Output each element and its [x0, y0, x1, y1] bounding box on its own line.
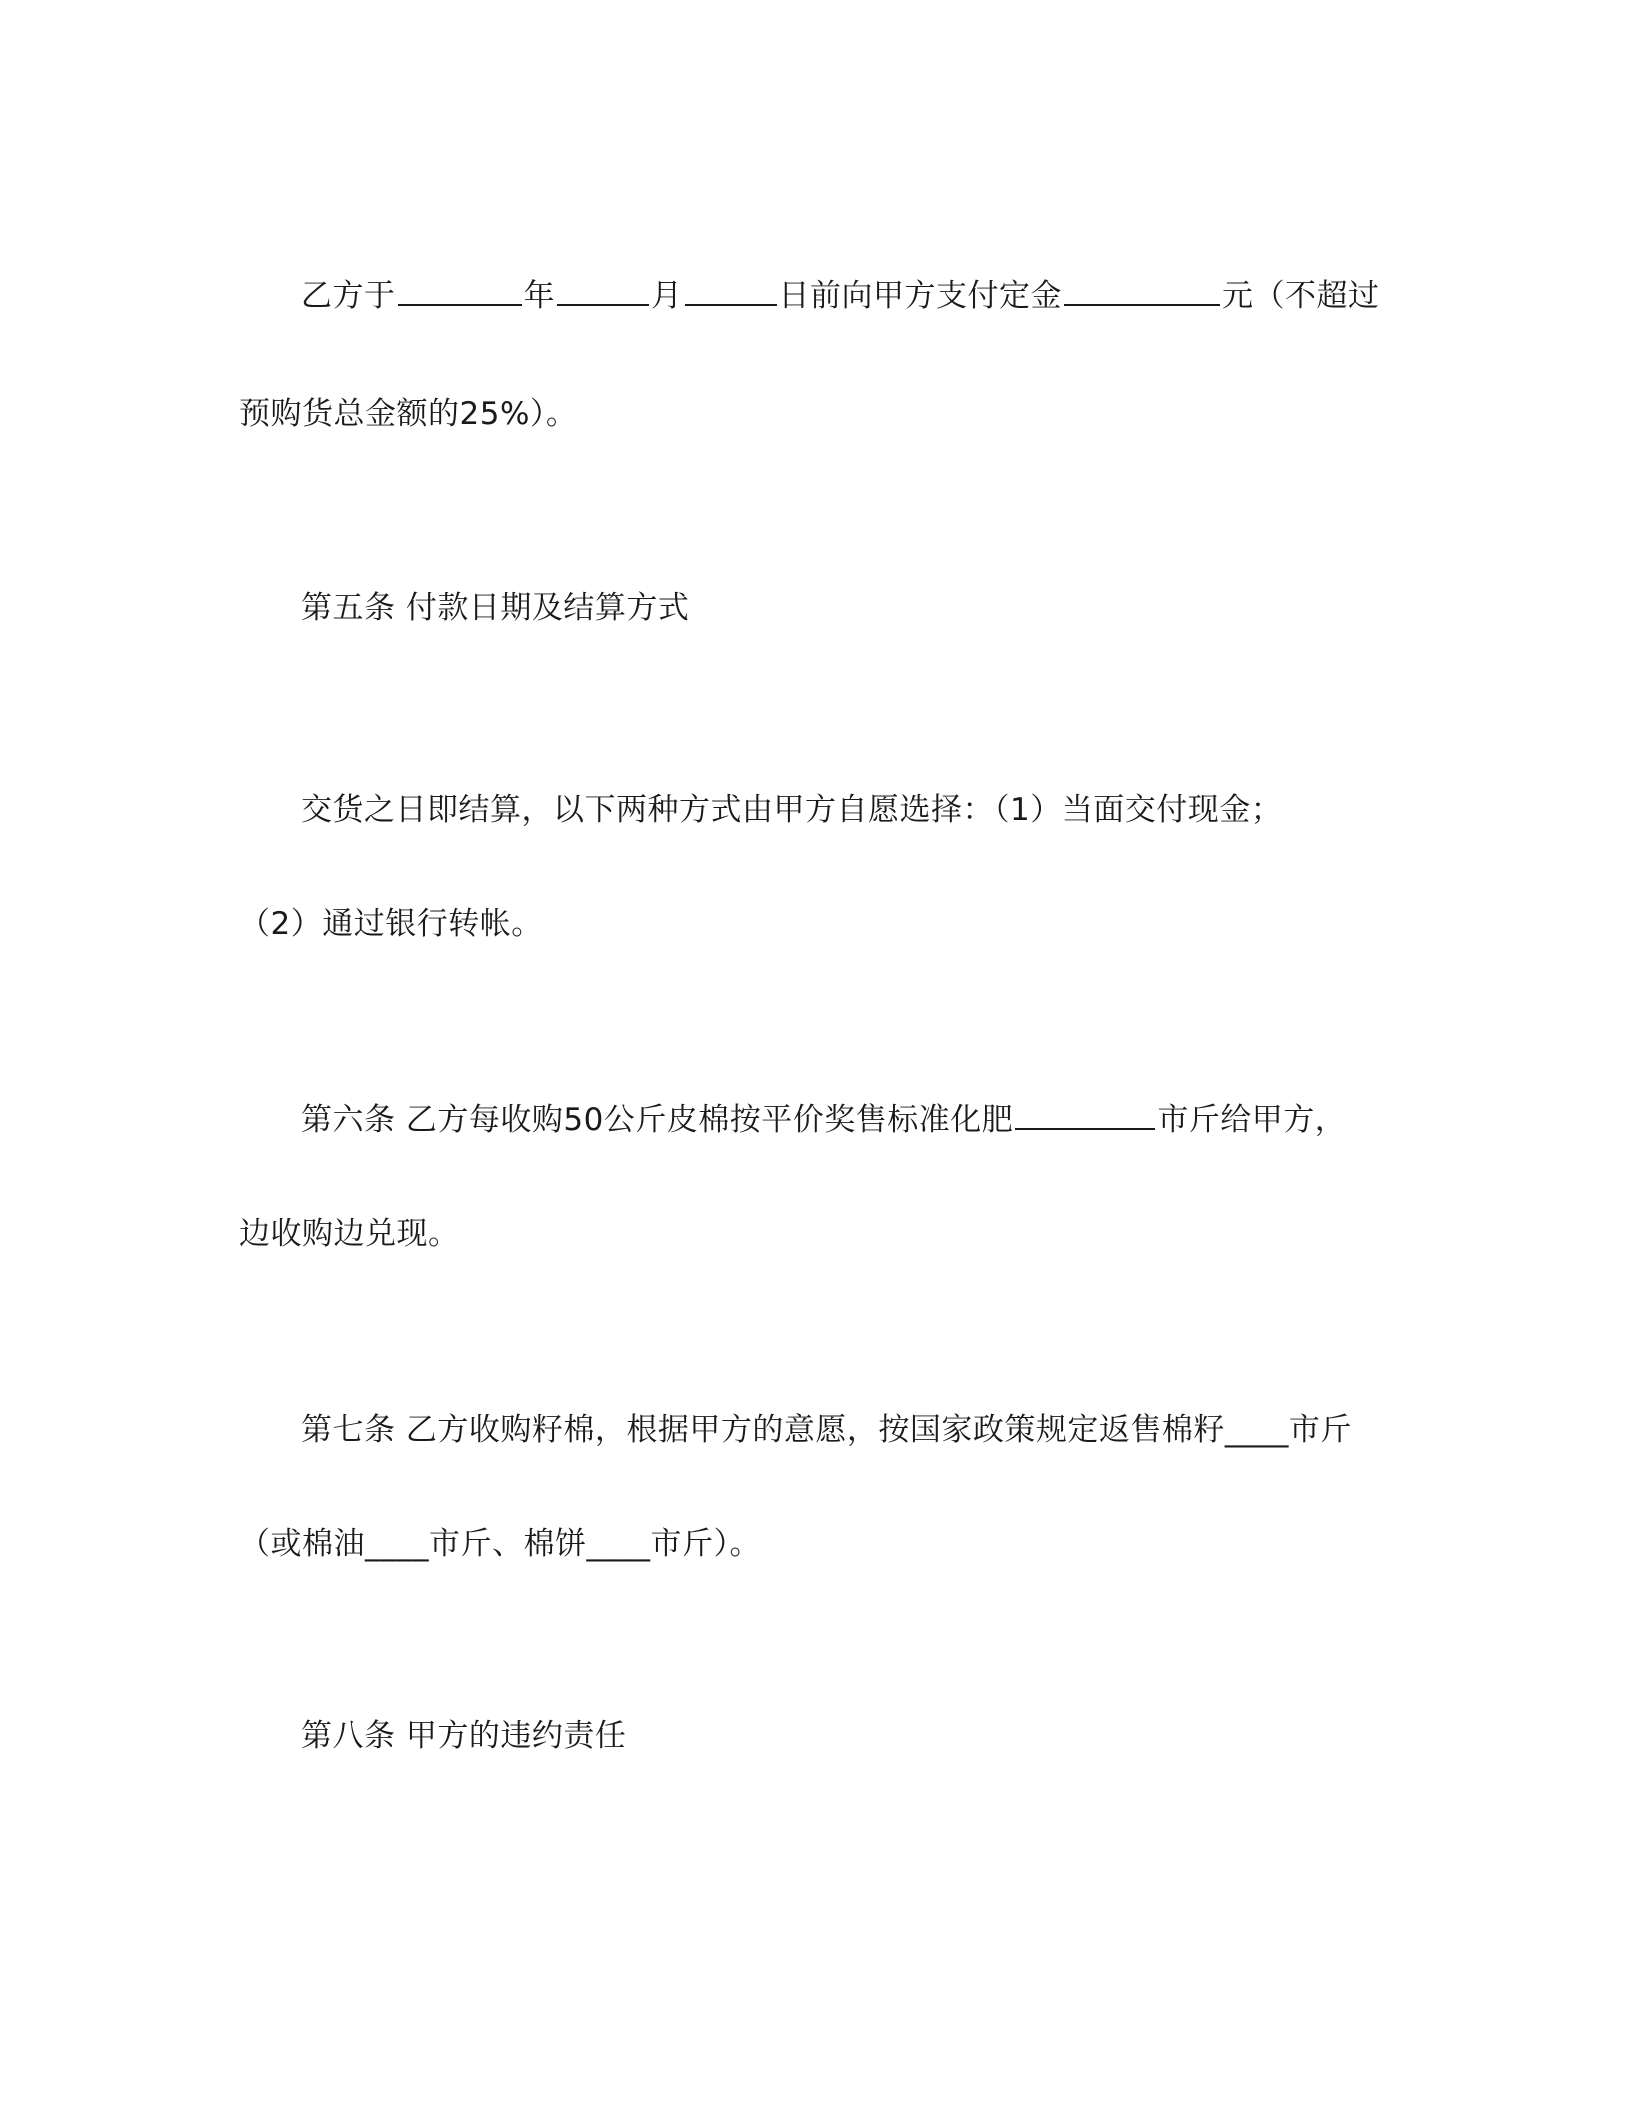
day-blank[interactable]: [685, 276, 777, 306]
article-5-body-line-1: 交货之日即结算，以下两种方式由甲方自愿选择：（1）当面交付现金；: [301, 792, 1283, 828]
article-6-line-1: [301, 1100, 1346, 1140]
article-7-line-1: 第七条 乙方收购籽棉，根据甲方的意愿，按国家政策规定返售棉籽____市斤: [301, 1412, 1352, 1448]
deposit-text-1: 乙方于: [301, 278, 396, 314]
article-5-heading: 第五条 付款日期及结算方式: [301, 590, 690, 626]
deposit-text-4: 日前向甲方支付定金: [778, 278, 1062, 314]
deposit-text-5: 元（不超过: [1222, 278, 1380, 314]
deposit-amount-blank[interactable]: [1064, 276, 1220, 306]
article-8-heading: 第八条 甲方的违约责任: [301, 1718, 627, 1754]
deposit-paragraph-line-1: [301, 276, 1380, 316]
article-6-line-2: 边收购边兑现。: [239, 1216, 460, 1252]
fertilizer-amount-blank[interactable]: [1015, 1100, 1155, 1130]
article-6-text-2: 市斤给甲方，: [1157, 1102, 1347, 1138]
article-7-line-2: （或棉油____市斤、棉饼____市斤）。: [239, 1526, 761, 1562]
article-6-text-1: 第六条 乙方每收购50公斤皮棉按平价奖售标准化肥: [301, 1102, 1014, 1138]
article-5-body-line-2: （2）通过银行转帐。: [239, 906, 543, 942]
month-blank[interactable]: [557, 276, 649, 306]
deposit-text-2: 年: [523, 278, 555, 314]
deposit-text-3: 月: [651, 278, 683, 314]
deposit-paragraph-line-2: 预购货总金额的25%）。: [239, 396, 578, 432]
year-blank[interactable]: [398, 276, 522, 306]
